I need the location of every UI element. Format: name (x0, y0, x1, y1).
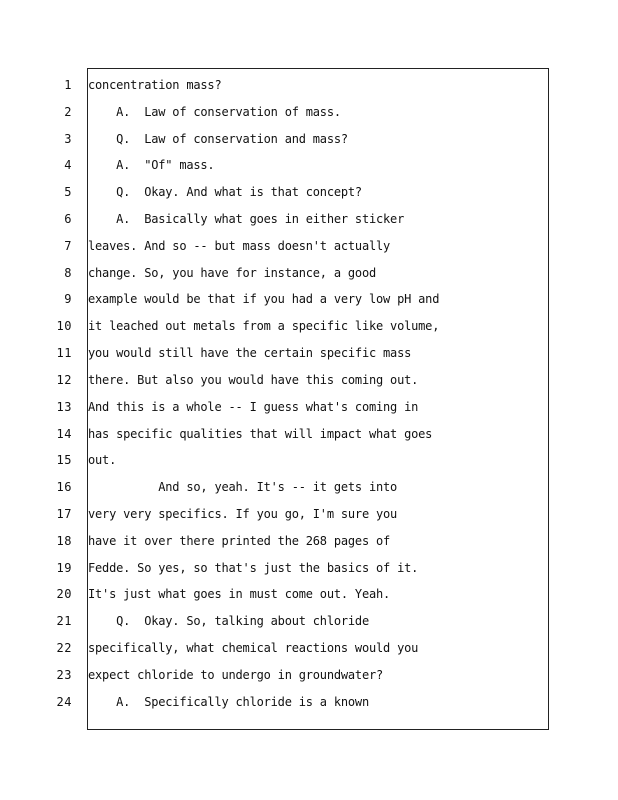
line-number: 1 (64, 78, 72, 92)
transcript-line (0, 104, 560, 124)
line-text: It's just what goes in must come out. Yeah. (88, 587, 391, 601)
line-text: has specific qualities that will impact what goes (88, 427, 433, 441)
transcript-line (0, 667, 560, 687)
line-text: Fedde. So yes, so that's just the basics of it. (88, 561, 419, 575)
transcript-line (0, 265, 560, 285)
transcript-line (0, 77, 560, 97)
transcript-line (0, 157, 560, 177)
line-number: 4 (64, 158, 72, 172)
line-number: 13 (56, 400, 72, 414)
transcript-line (0, 586, 560, 606)
line-number: 5 (64, 185, 72, 199)
line-number: 19 (56, 561, 72, 575)
line-text: A. Basically what goes in either sticker (88, 212, 405, 226)
transcript-line (0, 238, 560, 258)
line-text: And so, yeah. It's -- it gets into (88, 480, 398, 494)
line-number: 12 (56, 373, 72, 387)
line-number: 9 (64, 292, 72, 306)
transcript-line (0, 452, 560, 472)
line-text: example would be that if you had a very low pH and (88, 292, 440, 306)
transcript-line (0, 318, 560, 338)
transcript-line (0, 399, 560, 419)
transcript-line (0, 479, 560, 499)
transcript-line (0, 640, 560, 660)
line-number: 15 (56, 453, 72, 467)
transcript-line (0, 345, 560, 365)
transcript-line (0, 506, 560, 526)
line-number: 3 (64, 132, 72, 146)
line-number: 8 (64, 266, 72, 280)
line-text: leaves. And so -- but mass doesn't actually (88, 239, 391, 253)
line-number: 23 (56, 668, 72, 682)
line-text: out. (88, 453, 117, 467)
line-text: specifically, what chemical reactions would you (88, 641, 419, 655)
transcript-line (0, 560, 560, 580)
line-text: A. Specifically chloride is a known (88, 695, 369, 709)
line-number: 22 (56, 641, 72, 655)
line-number: 16 (56, 480, 72, 494)
line-text: A. Law of conservation of mass. (88, 105, 341, 119)
transcript-line (0, 372, 560, 392)
line-number: 18 (56, 534, 72, 548)
line-number: 17 (56, 507, 72, 521)
transcript-line (0, 694, 560, 714)
transcript-line (0, 184, 560, 204)
line-text: Q. Law of conservation and mass? (88, 132, 348, 146)
line-number: 24 (56, 695, 72, 709)
line-number: 7 (64, 239, 72, 253)
line-text: you would still have the certain specific mass (88, 346, 412, 360)
line-text: have it over there printed the 268 pages of (88, 534, 391, 548)
line-text: expect chloride to undergo in groundwater? (88, 668, 384, 682)
transcript-line (0, 613, 560, 633)
line-text: concentration mass? (88, 78, 222, 92)
line-text: it leached out metals from a specific like volume, (88, 319, 440, 333)
line-text: very very specifics. If you go, I'm sure you (88, 507, 398, 521)
transcript-line (0, 291, 560, 311)
line-text: Q. Okay. So, talking about chloride (88, 614, 369, 628)
line-number: 11 (56, 346, 72, 360)
transcript-line (0, 131, 560, 151)
line-text: Q. Okay. And what is that concept? (88, 185, 362, 199)
line-text: A. "Of" mass. (88, 158, 215, 172)
line-text: change. So, you have for instance, a good (88, 266, 377, 280)
line-number: 21 (56, 614, 72, 628)
line-text: And this is a whole -- I guess what's coming in (88, 400, 419, 414)
transcript-line (0, 533, 560, 553)
transcript-line (0, 426, 560, 446)
line-text: there. But also you would have this coming out. (88, 373, 419, 387)
line-number: 6 (64, 212, 72, 226)
line-number: 14 (56, 427, 72, 441)
transcript-line (0, 211, 560, 231)
line-number: 2 (64, 105, 72, 119)
line-number: 20 (56, 587, 72, 601)
line-number: 10 (56, 319, 72, 333)
